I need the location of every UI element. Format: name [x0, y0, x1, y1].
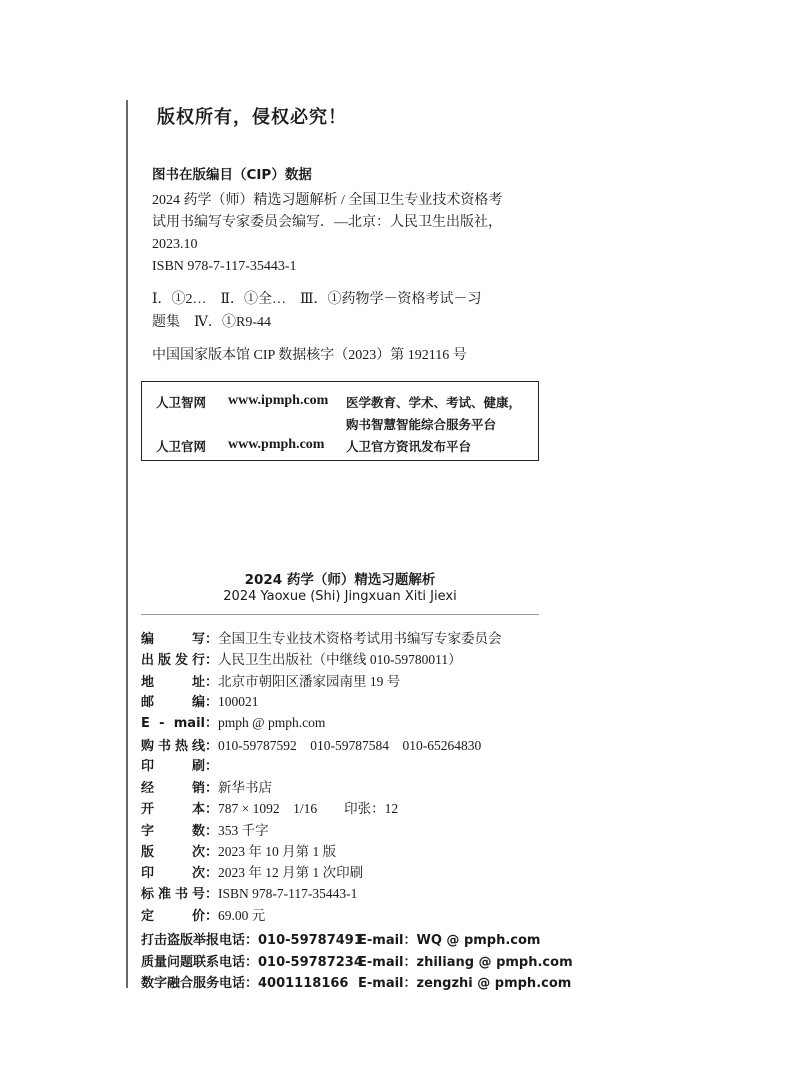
info-colon: ： [205, 653, 219, 669]
info-value: ISBN 978-7-117-35443-1 [218, 885, 358, 901]
info-row [141, 861, 363, 881]
info-row [141, 670, 400, 690]
info-value: 787 × 1092 1/16 印张：12 [218, 801, 399, 817]
info-colon: ： [205, 802, 219, 818]
info-label: 印 刷 [141, 758, 205, 774]
info-colon: ： [205, 781, 219, 797]
site-description: 人卫官方资讯发布平台 [346, 439, 472, 454]
cip-isbn: ISBN 978-7-117-35443-1 [152, 259, 297, 274]
info-value: pmph @ pmph.com [218, 715, 326, 731]
info-colon: ： [205, 908, 219, 924]
site-description: 医学教育、学术、考试、健康， [346, 395, 522, 410]
info-label: 版 次 [141, 845, 205, 860]
info-value: 69.00 元 [218, 907, 266, 923]
info-colon: ： [205, 866, 219, 882]
book-title: 2024 药学（师）精选习题解析 [244, 572, 436, 588]
info-value: 新华书店 [218, 780, 273, 796]
info-label: 定 价 [141, 908, 205, 924]
info-row [141, 734, 481, 754]
cip-description: 2024 药学（师）精选习题解析 / 全国卫生专业技术资格考试用书编写专家委员会编写．—北京：人民卫生出版社，2023.10 [152, 193, 503, 252]
info-value: 100021 [218, 693, 259, 709]
contact-phone: 数字融合服务电话：4001118166 [141, 976, 349, 991]
info-value: 010-59787592 010-59787584 010-65264830 [218, 737, 482, 753]
website-box [141, 381, 539, 461]
info-colon: ： [205, 674, 219, 690]
info-colon: ： [205, 886, 219, 902]
info-colon: ： [205, 758, 219, 774]
info-label: 经 销 [141, 781, 205, 797]
info-colon: ： [205, 823, 219, 839]
info-label: E - mail [141, 716, 205, 732]
contact-row [141, 929, 541, 948]
contact-row [141, 951, 573, 970]
info-colon: ： [205, 632, 219, 647]
info-label: 邮 编 [141, 694, 205, 710]
cip-classification-cont: 题集 Ⅳ．①R9-44 [152, 315, 271, 330]
info-value: 北京市朝阳区潘家园南里 19 号 [218, 673, 401, 689]
site-description: 购书智慧智能综合服务平台 [346, 417, 497, 432]
info-row [141, 883, 357, 902]
info-row [141, 819, 269, 839]
info-row [141, 648, 462, 668]
site-name: 人卫智网 [156, 395, 207, 410]
info-colon: ： [205, 845, 219, 860]
info-row [141, 712, 325, 731]
site-url[interactable]: www.ipmph.com [228, 393, 329, 408]
info-row [141, 627, 502, 647]
info-label: 印 次 [141, 866, 205, 882]
info-label: 标准书号 [141, 886, 205, 902]
info-colon: ： [205, 694, 219, 710]
site-url[interactable]: www.pmph.com [228, 437, 325, 452]
cip-title: 图书在版编目（CIP）数据 [152, 167, 312, 183]
info-value: 人民卫生出版社（中继线 010-59780011） [218, 652, 462, 668]
info-row [141, 691, 259, 710]
info-value: 2023 年 10 月第 1 版 [218, 844, 337, 859]
site-name: 人卫官网 [156, 439, 207, 454]
contact-email[interactable]: E-mail：zengzhi @ pmph.com [358, 976, 572, 991]
contact-email[interactable]: E-mail：zhiliang @ pmph.com [358, 954, 573, 970]
book-title-pinyin: 2024 Yaoxue (Shi) Jingxuan Xiti Jiexi [223, 589, 457, 604]
info-row [141, 797, 398, 817]
contact-phone: 打击盗版举报电话：010-59787491 [141, 933, 363, 948]
info-value: 353 千字 [218, 822, 269, 838]
copyright-notice: 版权所有，侵权必究！ [157, 107, 347, 128]
contact-phone: 质量问题联系电话：010-59787234 [141, 954, 363, 970]
info-row [141, 755, 218, 774]
cip-classification: Ⅰ．①2… Ⅱ．①全… Ⅲ．①药物学－资格考试－习 [152, 292, 482, 307]
info-label: 开 本 [141, 802, 205, 818]
left-margin-rule [126, 100, 128, 988]
info-row [141, 776, 272, 796]
info-colon: ： [205, 716, 219, 732]
info-colon: ： [205, 738, 219, 754]
cip-library-number: 中国国家版本馆 CIP 数据核字（2023）第 192116 号 [152, 348, 467, 363]
info-value: 2023 年 12 月第 1 次印刷 [218, 865, 364, 881]
contact-email[interactable]: E-mail：WQ @ pmph.com [358, 933, 541, 948]
divider [141, 614, 539, 615]
info-label: 购书热线 [141, 738, 205, 754]
info-label: 字 数 [141, 823, 205, 839]
info-label: 编 写 [141, 632, 205, 647]
contact-row [141, 972, 572, 991]
info-row [141, 840, 336, 860]
info-label: 出版发行 [141, 653, 205, 669]
info-label: 地 址 [141, 674, 205, 690]
info-row [141, 904, 265, 924]
info-value: 全国卫生专业技术资格考试用书编写专家委员会 [218, 631, 502, 646]
